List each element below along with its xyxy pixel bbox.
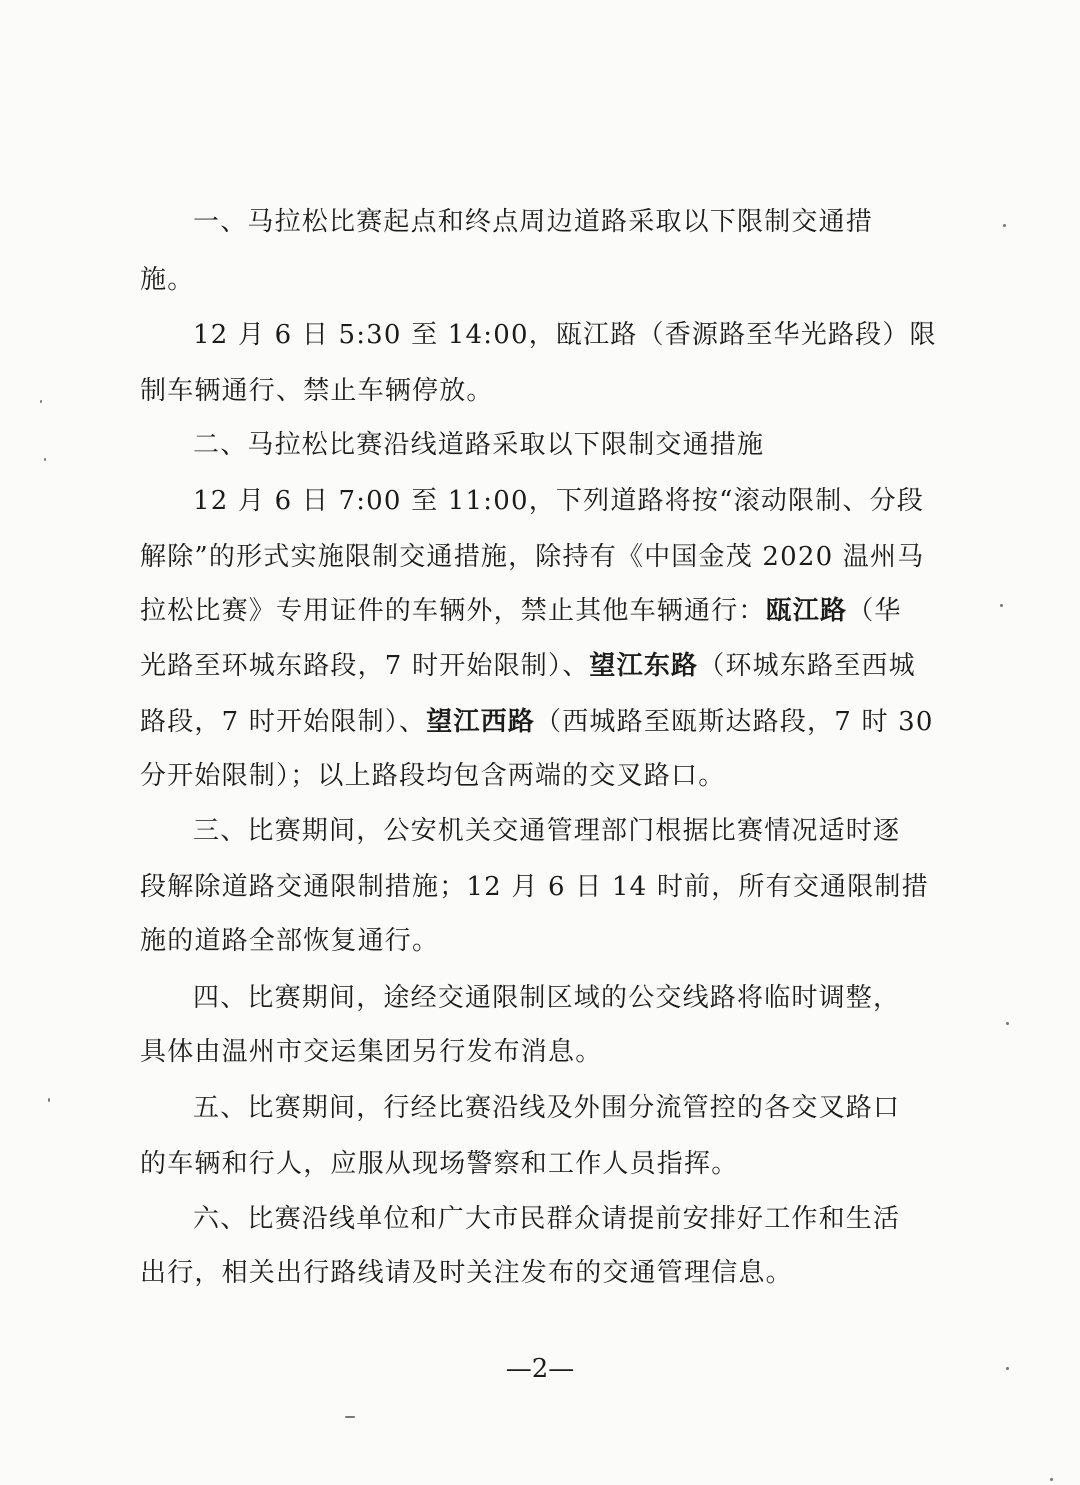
scan-speck	[48, 1098, 50, 1102]
paragraph-6-line-1	[193, 981, 900, 1015]
scan-speck	[1050, 1478, 1053, 1481]
paragraph-5-line-3	[140, 924, 439, 958]
text-segment: 分开始限制）；以上路段均包含两端的交叉路口。	[140, 761, 726, 791]
scan-speck	[40, 400, 42, 403]
scan-speck	[1006, 1022, 1009, 1025]
paragraph-1-line-1	[193, 205, 873, 239]
text-segment: （西城路至瓯斯达路段，7 时 30	[535, 707, 934, 737]
paragraph-4-line-2	[140, 540, 924, 574]
text-segment: 制车辆通行、禁止车辆停放。	[140, 376, 494, 406]
text-segment: 具体由温州市交运集团另行发布消息。	[140, 1037, 603, 1067]
text-segment: 施的道路全部恢复通行。	[140, 926, 440, 956]
text-segment: 出行，相关出行路线请及时关注发布的交通管理信息。	[140, 1258, 793, 1288]
paragraph-5-line-1	[193, 814, 900, 848]
text-segment: 光路至环城东路段，7 时开始限制）、	[140, 651, 590, 681]
paragraph-7-line-2	[140, 1147, 738, 1181]
text-segment: 12 月 6 日 5:30 至 14:00，瓯江路（香源路至华光路段）限	[193, 320, 937, 350]
text-segment: 五、比赛期间，行经比赛沿线及外围分流管控的各交叉路口	[193, 1093, 901, 1123]
scan-speck	[1000, 604, 1003, 607]
paragraph-4-line-5	[140, 705, 934, 739]
paragraph-7-line-1	[193, 1091, 900, 1125]
text-segment: 六、比赛沿线单位和广大市民群众请提前安排好工作和生活	[193, 1204, 901, 1234]
text-segment: 一、马拉松比赛起点和终点周边道路采取以下限制交通措	[193, 207, 874, 237]
paragraph-4-line-1	[193, 484, 924, 518]
paragraph-2-line-2	[140, 374, 494, 408]
paragraph-4-line-4	[140, 649, 916, 683]
paragraph-2-line-1	[193, 318, 937, 352]
paragraph-4-line-6	[140, 759, 725, 793]
scan-speck	[1006, 1367, 1009, 1370]
paragraph-1-line-2	[140, 263, 194, 297]
paragraph-8-line-2	[140, 1256, 793, 1290]
text-segment: 二、马拉松比赛沿线道路采取以下限制交通措施	[193, 430, 765, 460]
paragraph-6-line-2	[140, 1035, 602, 1069]
text-segment: 三、比赛期间，公安机关交通管理部门根据比赛情况适时逐	[193, 816, 901, 846]
text-segment: 四、比赛期间，途经交通限制区域的公交线路将临时调整，	[193, 983, 901, 1013]
text-segment: 拉松比赛》专用证件的车辆外，禁止其他车辆通行：	[140, 596, 766, 626]
text-segment: （环城东路至西城	[698, 651, 916, 681]
paragraph-3-line-1	[193, 428, 764, 462]
scan-speck	[44, 458, 46, 461]
paragraph-5-line-2	[140, 870, 929, 904]
text-segment: 段解除道路交通限制措施；12 月 6 日 14 时前，所有交通限制措	[140, 872, 929, 902]
paragraph-4-line-3	[140, 594, 902, 628]
paragraph-8-line-1	[193, 1202, 900, 1236]
scan-speck	[345, 1416, 355, 1418]
text-segment: 解除”的形式实施限制交通措施，除持有《中国金茂 2020 温州马	[140, 542, 925, 572]
text-segment: 12 月 6 日 7:00 至 11:00，下列道路将按“滚动限制、分段	[193, 486, 925, 516]
page-number: —2—	[505, 1354, 575, 1384]
road-name: 望江东路	[589, 651, 699, 681]
scan-speck	[1003, 224, 1006, 227]
text-segment: （华	[847, 596, 902, 626]
text-segment: 路段，7 时开始限制）、	[140, 707, 427, 737]
text-segment: 施。	[140, 265, 195, 295]
road-name: 望江西路	[426, 707, 536, 737]
road-name: 瓯江路	[765, 596, 848, 626]
text-segment: 的车辆和行人，应服从现场警察和工作人员指挥。	[140, 1149, 739, 1179]
